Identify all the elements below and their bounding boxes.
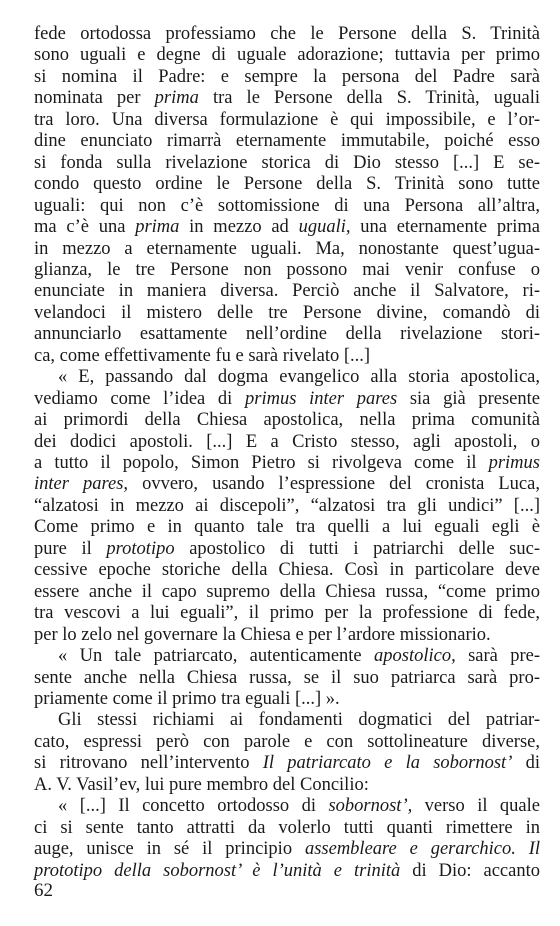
text-run: sia già presente [397,388,540,409]
text-run: glianza, le tre Persone non possono mai venir confuse o [34,259,540,280]
text-line [34,560,540,582]
text-line [58,367,540,389]
text-run: uguali: qui non c’è sottomissione di una Persona all’altra, [34,195,540,216]
italic-text: prototipo della sobornost’ è l’unità e trinità [34,860,401,881]
text-line [34,324,540,346]
page-number: 62 [34,880,53,901]
text-run: A. V. Vasil’ev, lui pure membro del Concilio: [34,774,369,795]
text-line [34,496,540,518]
text-run: sono uguali e degne di uguale adorazione; tuttavia per primo [34,45,540,66]
italic-text: sobornost’, [328,796,413,817]
text-line [34,24,540,46]
text-run: apostolico di tutti i patriarchi delle suc- [174,538,540,559]
text-run: « [...] Il concetto ortodosso di [58,796,329,817]
text-line [34,281,540,303]
text-run: dei dodici apostoli. [...] E a Cristo stesso, agli apostoli, o [34,431,540,452]
text-run: priamente come il primo tra eguali [...] ». [34,688,340,709]
text-run: cessive epoche storiche della Chiesa. Così in particolare deve [34,560,540,581]
text-run: si nomina il Padre: e sempre la persona del Padre sarà [34,66,540,87]
text-line [34,753,540,775]
text-line [34,539,540,561]
text-run: annunciarlo esattamente nell’ordine della rivelazione stori- [34,324,540,345]
text-run: cato, espressi però con parole e con sottolineature diverse, [34,731,540,752]
text-line [34,88,540,110]
text-line [34,153,540,175]
text-line [34,839,540,861]
text-run: sarà pre- [455,646,540,667]
text-run: una eternamente prima [350,217,541,238]
italic-text: assembleare e gerarchico. Il [304,839,541,860]
text-run: dine enunciato rimarrà eternamente immutabile, poiché esso [34,131,540,152]
text-line [34,432,540,454]
italic-text: primus inter pares [245,388,398,409]
text-line [34,67,540,89]
text-run: ci si sente tanto attratti da volerlo tutti quanti rimettere in [34,817,540,838]
text-run: velandoci il mistero delle tre Persone divine, comandò di [34,302,540,323]
text-line [34,346,540,368]
text-line [34,110,540,132]
italic-text: Il patriarcato e la sobornost’ [262,753,513,774]
text-line [34,732,540,754]
text-run: si ritrovano nell’intervento [34,753,263,774]
text-run: Gli stessi richiami ai fondamenti dogmatici del patriar- [58,710,540,731]
text-line [34,625,540,647]
text-run: di Dio: accanto [400,860,540,881]
text-line [34,303,540,325]
text-run: tra vescovi a lui eguali”, il primo per la professione di fede, [34,603,540,624]
text-line [34,582,540,604]
text-run: tra le Persone della S. Trinità, uguali [198,88,541,109]
text-line [34,668,540,690]
text-run: « E, passando dal dogma evangelico alla storia apostolica, [58,367,540,388]
text-line [34,260,540,282]
text-line [34,775,540,797]
text-line [58,646,540,668]
text-run: fede ortodossa professiamo che le Persone della S. Trinità [34,24,540,44]
text-line [34,45,540,67]
text-run: Come primo e in quanto tale tra quelli a lui eguali egli è [34,517,540,538]
text-line [58,710,540,732]
text-run: vediamo come l’idea di [34,388,246,409]
text-line [34,517,540,539]
italic-text: prima [154,88,199,109]
text-run: condo questo ordine le Persone della S. Trinità sono tutte [34,174,540,195]
text-line [34,861,540,883]
italic-text: prima [135,217,180,238]
text-run: a tutto il popolo, Simon Pietro si rivolgeva come il [34,453,489,473]
text-run: in mezzo a eternamente uguali. Ma, nonostante quest’ugua- [34,238,540,259]
text-line [34,410,540,432]
italic-text: inter pares, [34,474,129,495]
text-line [34,174,540,196]
text-run: « Un tale patriarcato, autenticamente [58,646,374,667]
text-run: auge, unisce in sé il principio [34,839,305,860]
text-run: ovvero, usando l’espressione del cronista Luca, [128,474,540,495]
text-run: verso il quale [412,796,540,817]
italic-text: uguali, [298,217,351,238]
italic-text: primus [488,453,540,473]
text-line [34,131,540,153]
text-line [34,389,540,411]
text-run: sente anche nella Chiesa russa, se il suo patriarca sarà pro- [34,667,540,688]
text-run: per lo zelo nel governare la Chiesa e per l’ardore missionario. [34,624,491,645]
text-run: in mezzo ad [179,217,299,238]
text-run: tra loro. Una diversa formulazione è qui impossibile, e l’or- [34,109,540,130]
text-line [34,239,540,261]
text-run: ma c’è una [34,217,136,238]
text-line [34,453,540,475]
text-run: nominata per [34,88,155,109]
text-run: ca, come effettivamente fu e sarà rivelato [...] [34,345,371,366]
text-line [34,603,540,625]
text-run: si fonda sulla rivelazione storica di Dio stesso [...] E se- [34,152,540,173]
italic-text: apostolico, [374,646,456,667]
text-run: di [512,753,540,774]
text-run: essere anche il capo supremo della Chiesa russa, “come primo [34,581,540,602]
text-line [34,689,540,711]
text-run: ai primordi della Chiesa apostolica, nella prima comunità [34,410,540,431]
text-line [58,796,540,818]
text-run: pure il [34,538,107,559]
text-line [34,217,540,239]
text-line [34,196,540,218]
text-run: “alzatosi in mezzo ai discepoli”, “alzatosi tra gli undici” [...] [34,495,540,516]
text-line [34,818,540,840]
text-line [34,474,540,496]
italic-text: prototipo [106,538,175,559]
text-run: enunciate in maniera diversa. Perciò anche il Salvatore, ri- [34,281,540,302]
